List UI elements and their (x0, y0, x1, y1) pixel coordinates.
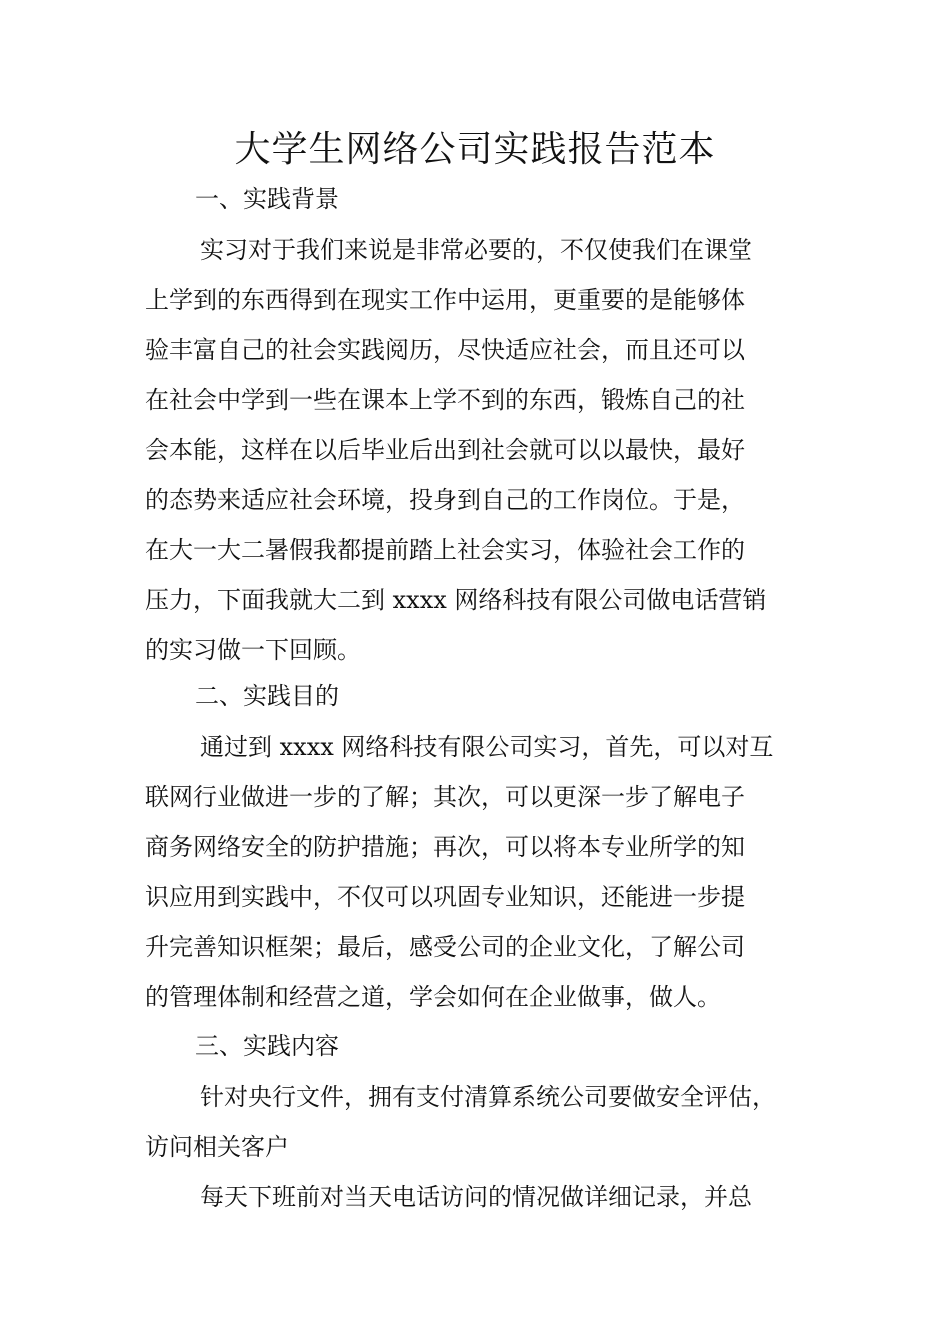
paragraph-line: 在大一大二暑假我都提前踏上社会实习，体验社会工作的 (145, 536, 745, 564)
paragraph-background (145, 225, 805, 675)
paragraph-line: 的实习做一下回顾。 (145, 636, 361, 664)
section-heading-content: 三、实践内容 (195, 1032, 339, 1060)
document-title: 大学生网络公司实践报告范本 (234, 129, 716, 170)
paragraph-line: 会本能，这样在以后毕业后出到社会就可以以最快，最好 (145, 436, 745, 464)
paragraph-content-2 (145, 1172, 805, 1222)
paragraph-line: 的管理体制和经营之道，学会如何在企业做事，做人。 (145, 983, 721, 1011)
paragraph-line: 访问相关客户 (145, 1133, 289, 1161)
paragraph-line: 在社会中学到一些在课本上学不到的东西，锻炼自己的社 (145, 386, 745, 414)
paragraph-purpose (145, 722, 805, 1022)
section-heading-purpose: 二、实践目的 (195, 682, 339, 710)
paragraph-line: 每天下班前对当天电话访问的情况做详细记录，并总 (200, 1183, 752, 1211)
paragraph-line: 压力，下面我就大二到 xxxx 网络科技有限公司做电话营销 (145, 586, 767, 614)
paragraph-line: 验丰富自己的社会实践阅历，尽快适应社会，而且还可以 (145, 336, 745, 364)
section-heading-background: 一、实践背景 (195, 185, 339, 213)
paragraph-line: 识应用到实践中，不仅可以巩固专业知识，还能进一步提 (145, 883, 745, 911)
paragraph-line: 的态势来适应社会环境，投身到自己的工作岗位。于是， (145, 486, 745, 514)
paragraph-line: 通过到 xxxx 网络科技有限公司实习，首先，可以对互 (200, 733, 774, 761)
paragraph-line: 实习对于我们来说是非常必要的，不仅使我们在课堂 (200, 236, 752, 264)
paragraph-content-1 (145, 1072, 805, 1172)
paragraph-line: 针对央行文件，拥有支付清算系统公司要做安全评估， (200, 1083, 776, 1111)
paragraph-line: 上学到的东西得到在现实工作中运用，更重要的是能够体 (145, 286, 745, 314)
paragraph-line: 商务网络安全的防护措施；再次，可以将本专业所学的知 (145, 833, 745, 861)
paragraph-line: 联网行业做进一步的了解；其次，可以更深一步了解电子 (145, 783, 745, 811)
paragraph-line: 升完善知识框架；最后，感受公司的企业文化，了解公司 (145, 933, 745, 961)
